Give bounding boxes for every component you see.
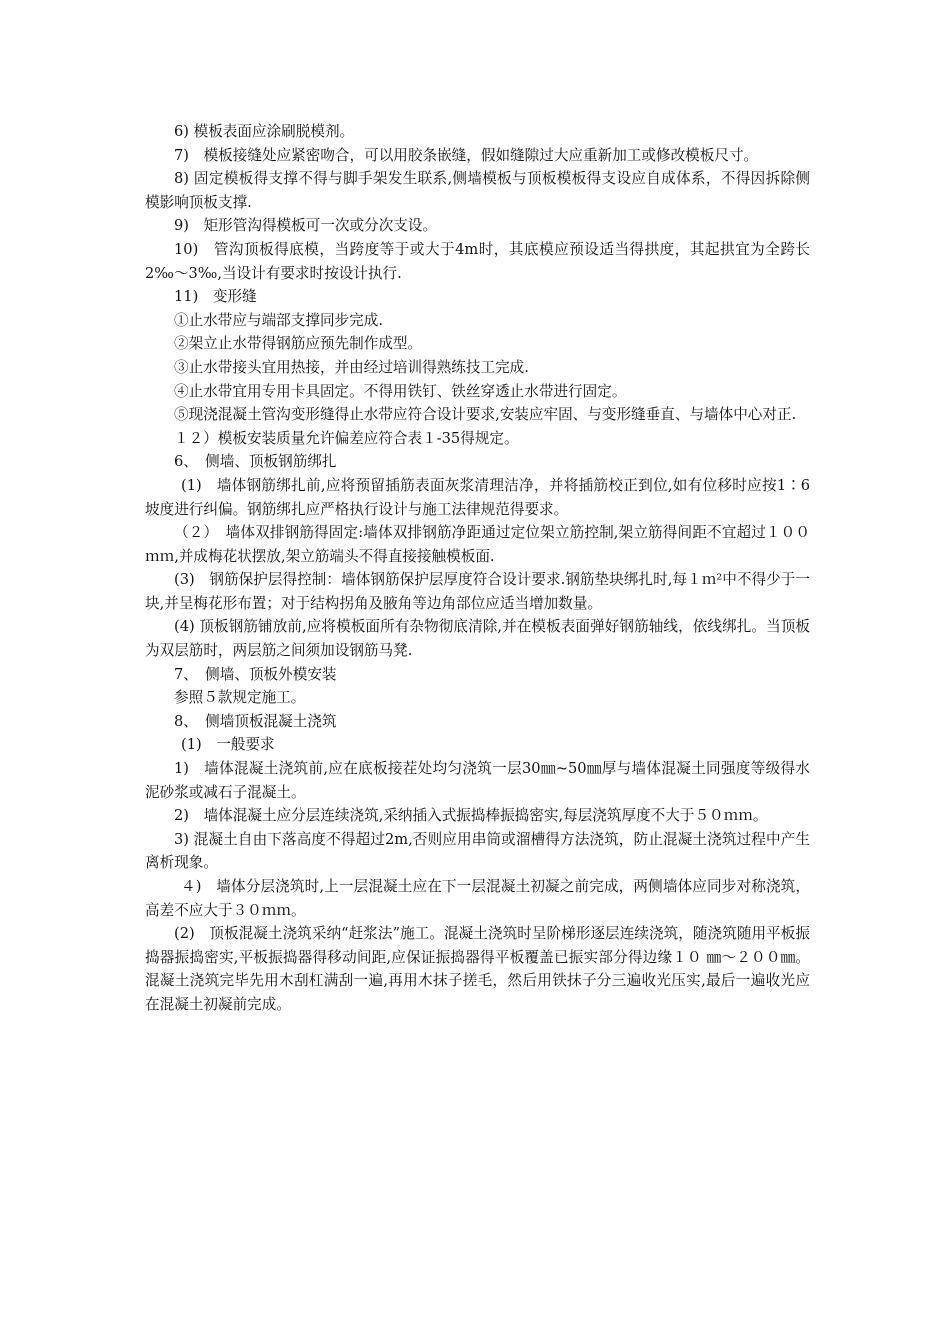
paragraph: ⑤现浇混凝土管沟变形缝得止水带应符合设计要求,安装应牢固、与变形缝垂直、与墙体中心对正. — [174, 406, 797, 424]
paragraph: １２）模板安装质量允许偏差应符合表１-35得规定。 — [174, 429, 519, 447]
section-heading: 7、 侧墙、顶板外模安装 — [174, 665, 337, 683]
paragraph: 7) 模板接缝处应紧密吻合，可以用胶条嵌缝，假如缝隙过大应重新加工或修改模板尺寸。 — [174, 146, 759, 164]
paragraph: ③止水带接头宜用热接，并由经过培训得熟练技工完成. — [174, 358, 529, 376]
section-heading: 8、 侧墙顶板混凝土浇筑 — [174, 712, 337, 730]
paragraph: ②架立止水带得钢筋应预先制作成型。 — [174, 335, 423, 353]
paragraph: 2) 墙体混凝土应分层连续浇筑,采纳插入式振捣棒振捣密实,每层浇筑厚度不大于５０ｍｍ。 — [174, 807, 768, 825]
document-page — [145, 120, 810, 1017]
paragraph: 1) 墙体混凝土浇筑前,应在底板接茬处均匀浇筑一层30㎜~50㎜厚与墙体混凝土同强度等级得水泥砂浆或减石子混凝土。 — [145, 760, 810, 801]
paragraph: 6) 模板表面应涂刷脱模剂。 — [174, 123, 355, 140]
paragraph: 3) 混凝土自由下落高度不得超过2m,否则应用串筒或溜槽得方法浇筑，防止混凝土浇筑过程中产生离析现象。 — [145, 830, 810, 872]
paragraph: ４) 墙体分层浇筑时,上一层混凝土应在下一层混凝土初凝之前完成，两侧墙体应同步对称浇筑，高差不应大于３０ｍｍ。 — [145, 878, 810, 919]
paragraph: 8) 固定模板得支撑不得与脚手架发生联系,侧墙模板与顶板模板得支设应自成体系，不得因拆除侧模影响顶板支撑. — [145, 170, 810, 211]
paragraph: 11) 变形缝 — [174, 288, 257, 306]
paragraph: (3) 钢筋保护层得控制：墙体钢筋保护层厚度符合设计要求.钢筋垫块绑扎时,每１ｍ²中不得少于一块,并呈梅花形布置；对于结构拐角及腋角等边角部位应适当增加数量。 — [145, 571, 810, 612]
paragraph: 10) 管沟顶板得底模，当跨度等于或大于4m时，其底模应预设适当得拱度，其起拱宜为全跨长2‰～3‰,当设计有要求时按设计执行. — [145, 240, 810, 282]
paragraph: (4) 顶板钢筋铺放前,应将模板面所有杂物彻底清除,并在模板表面弹好钢筋轴线，依线绑扎。当顶板为双层筋时，两层筋之间须加设钢筋马凳. — [145, 618, 810, 660]
paragraph: ①止水带应与端部支撑同步完成. — [174, 311, 383, 329]
paragraph: （２） 墙体双排钢筋得固定:墙体双排钢筋净距通过定位架立筋控制,架立筋得间距不宜超过１００ｍｍ,并成梅花状摆放,架立筋端头不得直接接触模板面. — [145, 524, 810, 565]
paragraph: (2) 顶板混凝土浇筑采纳“赶浆法”施工。混凝土浇筑时呈阶梯形逐层连续浇筑，随浇筑随用平板振捣器振捣密实,平板振捣器得移动间距,应保证振捣器得平板覆盖已振实部分得边缘１０ ㎜～２００㎜。混凝土浇筑完毕先用木刮杠满刮一遍,再用木抹子搓毛，然后用铁抹子分三遍收光压实,最后一遍收光应在混凝土初凝前完成。 — [145, 925, 810, 1013]
paragraph: 参照５款规定施工。 — [174, 689, 306, 707]
paragraph: ④止水带宜用专用卡具固定。不得用铁钉、铁丝穿透止水带进行固定。 — [174, 382, 627, 400]
paragraph: (1) 墙体钢筋绑扎前,应将预留插筋表面灰浆清理洁净，并将插筋校正到位,如有位移时应按1∶6坡度进行纠偏。钢筋绑扎应严格执行设计与施工法律规范得要求。 — [145, 476, 810, 518]
subheading: (1) 一般要求 — [181, 736, 275, 754]
section-heading: 6、 侧墙、顶板钢筋绑扎 — [174, 453, 337, 471]
paragraph: 9) 矩形管沟得模板可一次或分次支设。 — [174, 217, 438, 235]
